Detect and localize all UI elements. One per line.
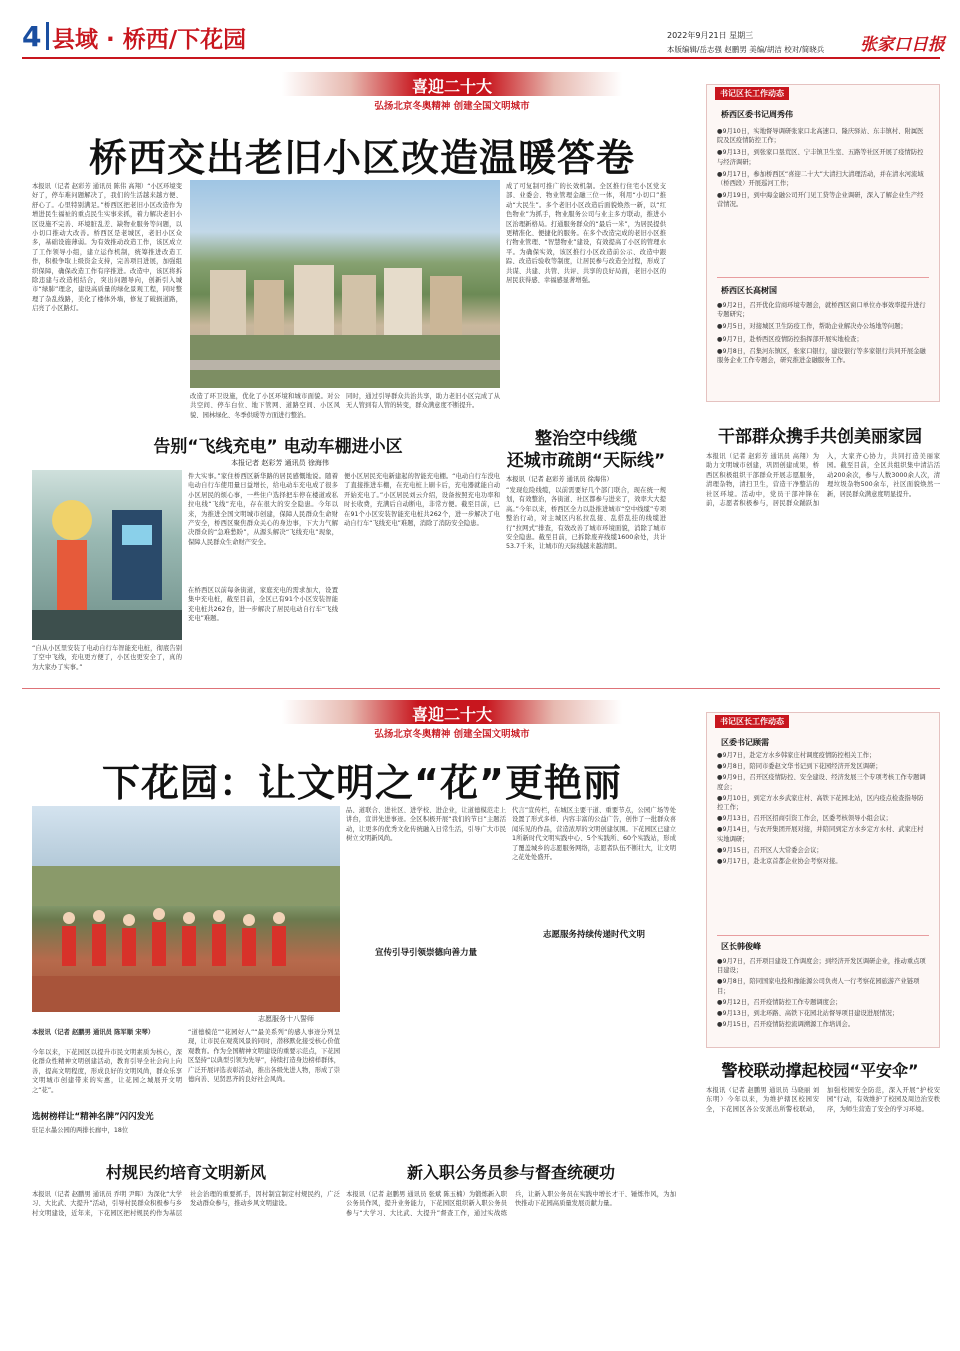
sub1-photo-caption: “自从小区里安装了电动自行车智能充电桩，彻底告别了空中飞线，充电更方便了，小区也更安全了，真的为大家办了实事。” [32, 645, 182, 671]
bottom-col4: 代言”宣传栏，在城区主要干道、重要节点，公园广场等处设置了形式多样、内容丰富的公益广告，创作了一批群众喜闻乐见的作品，营造浓厚的文明创建氛围。下花园区已建立1所新时代文明实践中心、5个实践所、60个实践站，形成了覆盖城乡的志愿服务网络，志愿者队伍不断壮大，让文明之花处处盛开。 [512, 807, 676, 862]
top-photo [190, 180, 500, 388]
banner-text: 喜迎二十大 [411, 77, 492, 96]
side2-item: ●9月17日，赴北京首都企业协会考察对接。 [717, 858, 842, 866]
side1-box [706, 84, 940, 402]
sub2-headline-2: 还城市疏朗“天际线” [506, 451, 666, 471]
side2-item2: ●9月7日，召开项目建设工作调度会；到经济开发区调研企业，推动重点项目建设； [717, 958, 926, 975]
side1-item2: ●9月7日，赴桥西区疫情防控指挥部开展实地检查； [717, 335, 863, 343]
side2-item: ●9月10日，到定方水乡武家庄村、高铁下花园北站，区内疫点检查指导防控工作； [717, 794, 924, 812]
top-col3: 同时，通过引导群众共治共享，助力老旧小区完成了从无人管到有人管的转变，群众满意度不断提升。 [346, 393, 500, 410]
sub4-headline: 警校联动撑起校园“平安伞” [721, 1061, 919, 1080]
volunteers-illustration [32, 806, 340, 1012]
sub1-byline: 本报记者 赵彩芳 通讯员 徐海伟 [231, 459, 329, 467]
bottom-col1-byline: 本报讯（记者 赵鹏男 通讯员 陈军顺 宋琴） [32, 1029, 155, 1036]
side2-title2: 区长韩俊峰 [721, 942, 761, 951]
bottom-sub1-headline: 村规民约培育文明新风 [105, 1163, 266, 1182]
bottom-col4-sub: 志愿服务持续传递时代文明 [542, 930, 645, 940]
sub2-byline: 本报讯（记者 赵彩芳 通讯员 徐海伟） [506, 476, 613, 483]
bottom-sub1-body: 本报讯（记者 赵鹏男 通讯员 乔明 尹晖）为深化“大学习、大比武、大提升”活动，引导村民群众积极参与乡村文明建设，近年来，下花园区把村规民约作为基层社会治理的重要抓手，因村制宜制定村规民约，广泛发动群众参与，推动乡风文明建设。 [32, 1191, 340, 1217]
side1-item2: ●9月8日，召集河东镇区，张家口银行，建设银行等多家银行共同开展金融服务企业工作专题会，研究推进金融服务工作。 [717, 347, 926, 365]
sub2-body: “发现危险线缆，以前需要好几个部门联合，现在统一规划，有效整治，各街道、社区都参与进来了，效率大大提高。”今年以来，桥西区全力以赴推进城市“空中线缆”专项整治行动，对主城区内私拉乱接、乱搭乱挂的线缆进行“拉网式”排查，有效改善了城市环境面貌，消除了城市安全隐患。截至目前，已拆除废弃线缆1600余处，共计53.7千米，让城市的天际线越来越清朗。 [506, 487, 666, 551]
masthead-rule [22, 57, 940, 59]
bottom-col3: 品、道联合、进社区、进学校、进企业，让道德模范走上讲台，宣讲先进事迹。全区积极开展“我们的节日”主题活动，让更多的优秀文化传统融入日常生活，引导广大市民树立文明新风尚。 [346, 807, 506, 843]
side2-item: ●9月13日，召开区招商引资工作会，区委考核领导小组会议； [717, 815, 892, 823]
side1-item2: ●9月2日，召开优化营商环境专题会，就桥西区窗口单位办事效率提升进行专题研究； [717, 302, 926, 319]
sub3-headline: 干部群众携手共创美丽家园 [718, 427, 922, 447]
banner-text: 喜迎二十大 [411, 705, 492, 724]
side1-list2 [717, 301, 929, 368]
side2-item: ●9月14日，与农开集团开展对接，并陪同到定方水乡定方水村、武家庄村实地调研； [717, 826, 924, 843]
side2-item: ●9月7日，赴定方水乡韩家庄村调度疫情防控相关工作； [717, 752, 876, 759]
top-headline: 桥西交出老旧小区改造温暖答卷 [88, 136, 635, 180]
side2-item: ●9月8日，陪同市委赵文华书记到下花园经济开发区调研； [717, 763, 882, 771]
sub4-body: 本报讯（记者 赵鹏男 通讯员 马晓丽 刘东明）今年以来，为维护辖区校园安全，下花园区各公安派出所警校联动，加强校园安全防范，深入开展“护校安园”行动，有效维护了校园及周边治安秩序，为师生营造了安全的学习环境。 [706, 1087, 940, 1113]
sub3-body: 本报讯（记者 赵彩芳 通讯员 高翔）为助力文明城市创建，巩固创建成果，桥西区积极组织干部群众开展志愿服务，清理杂物，清扫卫生，营造干净整洁的社区环境。活动中，党员干部冲锋在前，志愿者积极参与，居民群众踊跃加入，大家齐心协力，共同打造美丽家园。截至目前，全区共组织集中清洁活动200余次，参与人数3000余人次，清理垃圾杂物500余车，社区面貌焕然一新，居民群众满意度明显提升。 [706, 453, 940, 508]
banner-subtitle: 弘扬北京冬奥精神 创建全国文明城市 [374, 101, 530, 112]
sub1-col3: 便小区居民充电新建起的智能充电棚。“电动自行车没电了直接推进车棚，在充电桩上刷卡后，充电器就能自动开始充电了。”小区居民刘云介绍，设备按照充电功率和时长收费，充满后自动断电，非常方便。截至目前，已在91个小区安装智能充电桩共262个，进一步解决了电动自行车“飞线充电”难题，消除了消防安全隐患。 [344, 473, 500, 528]
side2-item2: ●9月8日，陪同国家电投和豫能源公司负责人一行考察花园旅游产业链项目； [717, 978, 920, 995]
page-number: 4 [22, 20, 42, 53]
banner-subtitle: 弘扬北京冬奥精神 创建全国文明城市 [374, 729, 530, 740]
section-title: 县域 · 桥西/下花园 [52, 27, 247, 53]
side2-list2 [717, 957, 929, 1031]
sub1-headline: 告别“飞线充电” 电动车棚进小区 [153, 437, 403, 457]
side2-box [706, 712, 940, 1048]
side2-divider [717, 935, 929, 936]
bottom-headline: 下花园：让文明之“花”更艳丽 [102, 761, 622, 805]
sub1-photo [32, 470, 182, 640]
issue-date: 2022年9月21日 星期三 [667, 31, 754, 40]
side1-list [717, 127, 929, 213]
apartment-blocks-illustration [190, 180, 500, 388]
bottom-col1: 今年以来，下花园区以提升市民文明素质为核心，深化群众性精神文明创建活动，教育引导全社会向上向善，提高文明程度，形成良好的文明风尚，群众乐享文明城市创建带来的实惠，让花园之城展开文明之“花”。 [32, 1049, 182, 1094]
sub1-col1: 件大实事。”家住桥西区新华路的居民感慨地说。随着电动自行车使用量日益增长，给电动车充电成了很多小区居民的烦心事，一些住户选择把车停在楼道或私拉电线“飞线”充电，存在很大的安全隐患。今年以来，为推进全国文明城市创建，保障人民群众生命财产安全，桥西区聚焦群众关心的身边事，下大力气解决群众的“急难愁盼”，从源头解决“飞线充电”现象，保障人民群众生命财产安全。 [188, 473, 338, 546]
sub1-col2: 在桥西区以前每条街道，家庭充电的需求加大，设置集中充电桩，截至目前，全区已有91个小区安装智能充电桩共262台，进一步解决了居民电动自行车“飞线充电”难题。 [188, 587, 338, 623]
side1-title: 桥西区委书记周秀伟 [721, 110, 793, 119]
side1-divider [717, 277, 929, 278]
side2-item: ●9月15日，召开区人大常委会会议； [717, 846, 823, 854]
masthead [0, 0, 960, 58]
side2-item: ●9月9日，召开区疫情防控、安全建设、经济发展三个专项考核工作专题调度会； [717, 774, 926, 791]
side1-item2: ●9月5日，对接城区卫生防疫工作，帮助企业解决办公场地等问题； [717, 323, 907, 331]
bottom-photo [32, 806, 340, 1012]
side2-title: 区委书记顾需 [721, 738, 769, 747]
bottom-col1-sub: 选树榜样让“精神名牌”闪闪发光 [32, 1112, 154, 1122]
side2-item2: ●9月13日，到北环路、高铁下花园北站督导项目建设进展情况； [717, 1010, 899, 1018]
sub2-headline-1: 整治空中线缆 [535, 429, 637, 449]
newspaper-logo: 张家口日报 [860, 35, 945, 55]
top-col2: 改造了环卫设施，优化了小区环境和城市面貌。对公共空间、停车白位、地下管网、道路空间、小区风貌、园林绿化、冬季供暖等方面进行整治。 [190, 393, 340, 419]
section-divider [22, 688, 940, 689]
top-col1: 本报讯（记者 赵彩芳 通讯员 陈伟 高翔）“小区环境变好了，停车难问题解决了，我们的生活越来越方便、舒心了。心里特别满足。”桥西区把老旧小区改造作为增进民生福祉的重点民生实事来抓，着力解决老旧小区设施不完善、环境脏乱差、缺物业服务等问题，以小切口推动大改善。桥西区是老城区，老旧小区众多，基础设施薄弱。为有效推动改造工作，该区成立了工作领导小组，建立运作机制，统筹推进改造工作，积极争取上级资金支持，完善项目进展，加强组织保障，确保改造工作有序推进。改造中，该区将拆除违建与改造相结合，突出问题导向，创新引入城市“绿肺”理念，建设高质量的绿化景观工程，同时整理了杂乱线路，美化了楼体外墙，修复了破损道路，启亮了小区路灯。 [32, 183, 182, 313]
bottom-sub2-headline: 新入职公务员参与督查统硬功 [406, 1163, 615, 1182]
editors: 本版编辑/岳志强 赵鹏男 美编/胡洁 校对/简晓兵 [667, 45, 825, 54]
top-col4: 成了可复制可推广的长效机制。全区推行住宅小区党支部、业委会、物业管理金融三位一体，利用“小切口”推动“大民生”。多个老旧小区改造后面貌焕然一新，以“红色物业”为抓手，物业服务公司与业主多方联动，推进小区治理新格局。打通服务群众的“最后一米”，为居民提供更精准化、便捷化的服务。在多个改造完成的老旧小区推行物业管理、“智慧物业”建设，有效提高了小区的管理水平。为确保实效，该区推行小区改造前公示、改造中跟踪、改造后验收等制度，让居民参与改造全过程，形成了共谋、共建、共管、共评、共享的良好局面，老旧小区的居民获得感、幸福感显著增强。 [506, 183, 666, 285]
top-banner [222, 72, 682, 112]
side1-item: ●9月10日，实地督导调研张家口北高速口、隆庆驿站、东丰镇村、附属医院及区疫情防控工作； [717, 128, 924, 145]
bottom-col3-sub: 宣传引导引领崇德向善力量 [374, 948, 477, 958]
side1-item: ●9月13日，到张家口垦荒区、宁丰镇卫生室、五路等社区开展了疫情防控与经济调研； [717, 149, 924, 166]
bottom-col2: “道德模范”“花园好人”“最美系列”的感人事迹分列呈现，让市民在观赏风景的同时，潜移默化接受核心价值观教育。作为全国精神文明建设的重要示范点，下花园区坚持“以典型引领为先导”，持续打造身边榜样群体，广泛开展评选表彰活动，推出各级先进人物，形成了崇德向善、见贤思齐的良好社会风尚。 [188, 1029, 340, 1084]
side2-tag: 书记区长工作动态 [715, 715, 789, 728]
side1-item: ●9月17日，参加桥西区“喜迎二十大”大清扫大清理活动，并在清水河流域（桥西段）开展巡河工作； [717, 170, 924, 188]
side1-title2: 桥西区长高树国 [721, 286, 777, 295]
side2-list [717, 751, 929, 868]
side1-tag: 书记区长工作动态 [715, 87, 789, 100]
section-bar [46, 22, 49, 50]
charging-shed-illustration [32, 470, 182, 640]
side2-item2: ●9月12日，召开疫情防控工作专题调度会； [717, 998, 842, 1006]
bottom-banner [222, 700, 682, 740]
bottom-photo-caption: 志愿服务十八誓师 [258, 1015, 314, 1023]
bottom-col1-tail: 驻足水墨公园的两排长廊中，18位 [32, 1127, 129, 1134]
bottom-sub2-body: 本报讯（记者 赵鹏男 通讯员 张斌 陈玉楠）为锻炼新入职公务员作风，提升业务能力，下花园区组织新入职公务员参与“大学习、大比武、大提升”督查工作，通过实战练兵，让新入职公务员在实践中增长才干、锤炼作风，为加快推动下花园高质量发展贡献力量。 [346, 1191, 676, 1217]
side2-item2: ●9月15日，召开疫情防控流调溯源工作培训会。 [717, 1021, 855, 1029]
side1-item: ●9月19日，到中海金融公司开门见工贷等企业调研，深入了解企业生产经营情况。 [717, 192, 924, 209]
